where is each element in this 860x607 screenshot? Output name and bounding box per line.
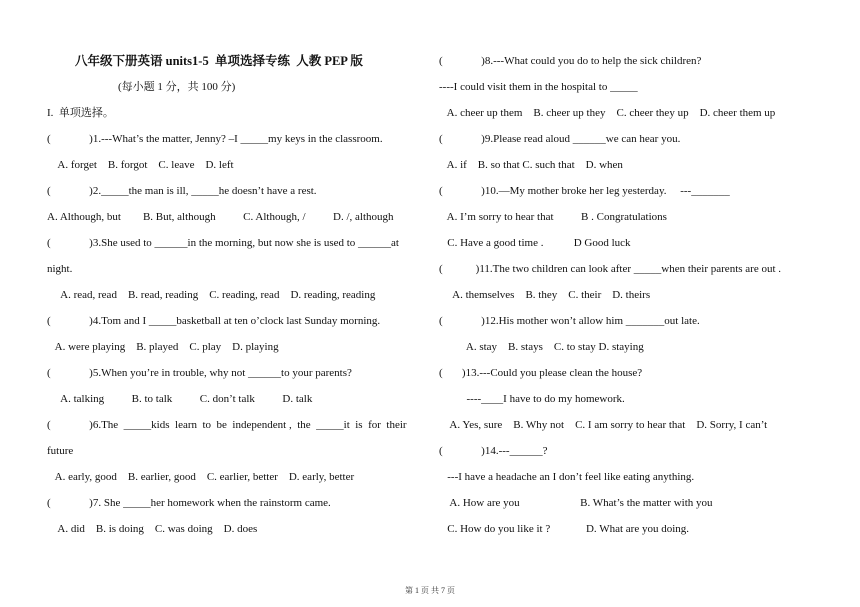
- question-line: ( )9.Please read aloud ______we can hear you.: [439, 133, 681, 145]
- options-line: A. Although, but B. But, although C. Although, / D. /, although: [47, 211, 394, 223]
- options-line: C. How do you like it ? D. What are you doing.: [439, 523, 690, 535]
- question-line-cont: future: [47, 445, 74, 457]
- question-line: ( )14.---______?: [439, 445, 548, 457]
- options-line: A. cheer up them B. cheer up they C. cheer they up D. cheer them up: [439, 107, 776, 119]
- options-line: A. stay B. stays C. to stay D. staying: [439, 341, 644, 353]
- options-line: A. I’m sorry to hear that B . Congratulations: [439, 211, 667, 223]
- question-line-cont: ---I have a headache an I don’t feel like eating anything.: [439, 471, 695, 483]
- question-line: ( )5.When you’re in trouble, why not ______to your parents?: [47, 367, 352, 379]
- options-line: A. How are you B. What’s the matter with you: [439, 497, 713, 509]
- options-line: A. read, read B. read, reading C. reading, read D. reading, reading: [47, 289, 376, 301]
- section-heading: I. 单项选择。: [47, 107, 114, 119]
- options-line: A. if B. so that C. such that D. when: [439, 159, 623, 171]
- question-line: ( )2._____the man is ill, _____he doesn’t have a rest.: [47, 185, 317, 197]
- question-line: ( )6.The _____kids learn to be independent , the _____it is for their: [47, 419, 407, 431]
- question-line: ( )11.The two children can look after _____when their parents are out .: [439, 263, 782, 275]
- question-line: ( )1.---What’s the matter, Jenny? –I _____my keys in the classroom.: [47, 133, 383, 145]
- options-line: A. talking B. to talk C. don’t talk D. talk: [47, 393, 313, 405]
- question-line: ( )7. She _____her homework when the rainstorm came.: [47, 497, 331, 509]
- page-title: 八年级下册英语 units1-5 单项选择专练 人教 PEP 版: [75, 54, 363, 68]
- question-line-cont: night.: [47, 263, 73, 275]
- options-line: A. Yes, sure B. Why not C. I am sorry to hear that D. Sorry, I can’t: [439, 419, 768, 431]
- question-line: ( )10.—My mother broke her leg yesterday. ---_______: [439, 185, 730, 197]
- score-note: (每小题 1 分，共 100 分): [118, 81, 236, 93]
- options-line: C. Have a good time . D Good luck: [439, 237, 631, 249]
- options-line: A. were playing B. played C. play D. playing: [47, 341, 279, 353]
- options-line: A. early, good B. earlier, good C. earlier, better D. early, better: [47, 471, 355, 483]
- question-line: ( )4.Tom and I _____basketball at ten o’clock last Sunday morning.: [47, 315, 381, 327]
- question-line: ( )3.She used to ______in the morning, but now she is used to ______at: [47, 237, 399, 249]
- options-line: A. themselves B. they C. their D. theirs: [439, 289, 651, 301]
- options-line: A. forget B. forgot C. leave D. left: [47, 159, 234, 171]
- page-number: 第 1 页 共 7 页: [405, 586, 455, 595]
- options-line: A. did B. is doing C. was doing D. does: [47, 523, 258, 535]
- question-line: ( )8.---What could you do to help the sick children?: [439, 55, 702, 67]
- question-line: ( )12.His mother won’t allow him _______out late.: [439, 315, 700, 327]
- question-line-cont: ----I could visit them in the hospital to _____: [439, 81, 638, 93]
- question-line-cont: ----____I have to do my homework.: [439, 393, 625, 405]
- question-line: ( )13.---Could you please clean the house?: [439, 367, 643, 379]
